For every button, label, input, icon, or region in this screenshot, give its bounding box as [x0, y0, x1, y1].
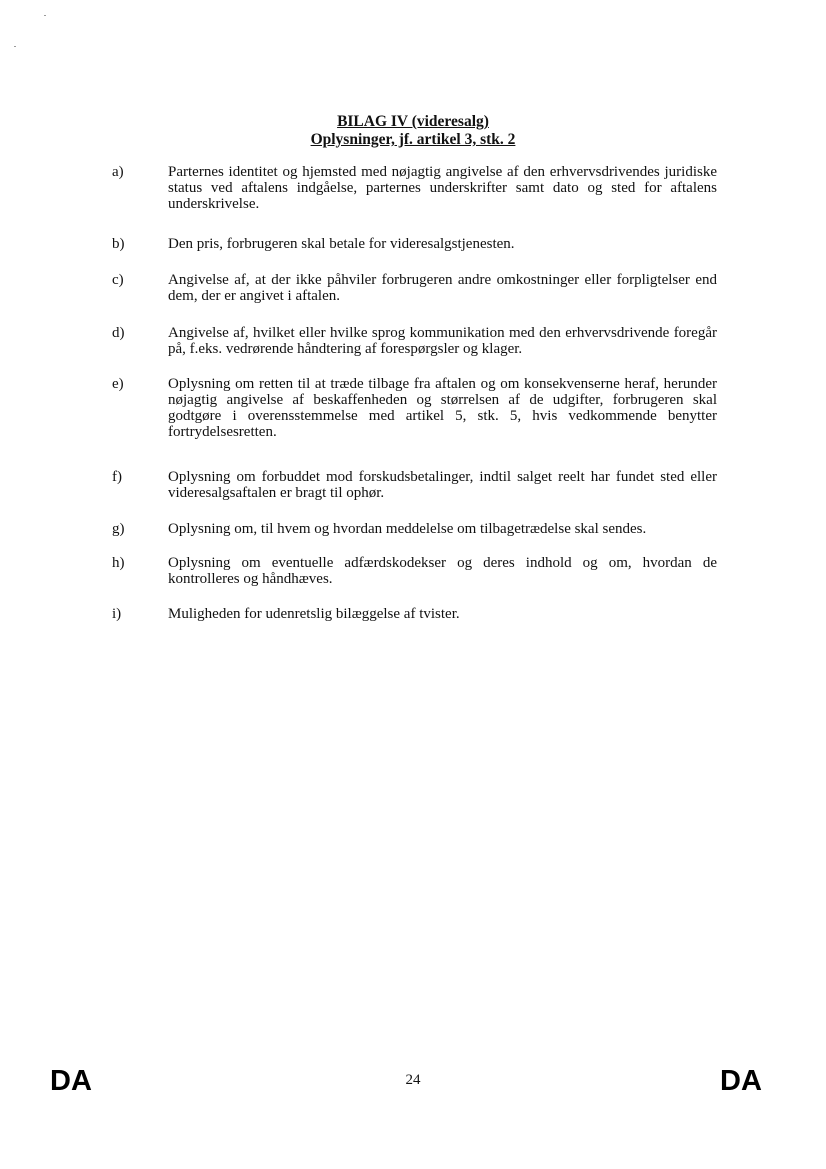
item-text: Oplysning om eventuelle adfærdskodekser og deres indhold og om, hvordan de kontrolleres og håndhæves.: [168, 555, 717, 587]
item-label: c): [112, 272, 124, 288]
item-text: Oplysning om, til hvem og hvordan meddelelse om tilbagetrædelse skal sendes.: [168, 521, 647, 537]
item-label: d): [112, 325, 125, 341]
item-label: b): [112, 236, 125, 252]
annex-title: BILAG IV (videresalg): [337, 113, 489, 130]
item-label: e): [112, 376, 124, 392]
item-label: a): [112, 164, 124, 180]
item-text: Oplysning om retten til at træde tilbage fra aftalen og om konsekvenserne heraf, herunder nøjagtig angivelse af beskaffenheden og størrelsen af de udgifter, forbrugeren skal godtgøre i overensstemmelse med artikel 5, stk. 5, hvis vedkommende benytter fortrydelsesretten.: [168, 376, 717, 440]
scan-speck: [44, 15, 46, 16]
item-text: Oplysning om forbuddet mod forskudsbetalinger, indtil salget reelt har fundet sted eller videresalgsaftalen er bragt til ophør.: [168, 469, 717, 501]
annex-subtitle: Oplysninger, jf. artikel 3, stk. 2: [310, 131, 516, 148]
item-label: h): [112, 555, 125, 571]
item-text: Angivelse af, hvilket eller hvilke sprog kommunikation med den erhvervsdrivende foregår på, f.eks. vedrørende håndtering af forespørgsler og klager.: [168, 325, 717, 357]
language-code-left: DA: [50, 1065, 92, 1097]
language-code-right: DA: [720, 1065, 762, 1097]
item-text: Angivelse af, at der ikke påhviler forbrugeren andre omkostninger eller forpligtelser end dem, der er angivet i aftalen.: [168, 272, 717, 304]
annex-heading: [0, 113, 826, 149]
item-text: Den pris, forbrugeren skal betale for videresalgstjenesten.: [168, 236, 515, 252]
item-text: Muligheden for udenretslig bilæggelse af tvister.: [168, 606, 460, 622]
item-text: Parternes identitet og hjemsted med nøjagtig angivelse af den erhvervsdrivendes juridiske status ved aftalens indgåelse, parternes underskrifter samt dato og sted for aftalens underskrivelse.: [168, 164, 717, 212]
item-label: i): [112, 606, 122, 622]
item-label: f): [112, 469, 122, 485]
scan-speck: [14, 46, 16, 47]
item-label: g): [112, 521, 125, 537]
page-number: 24: [405, 1072, 421, 1088]
